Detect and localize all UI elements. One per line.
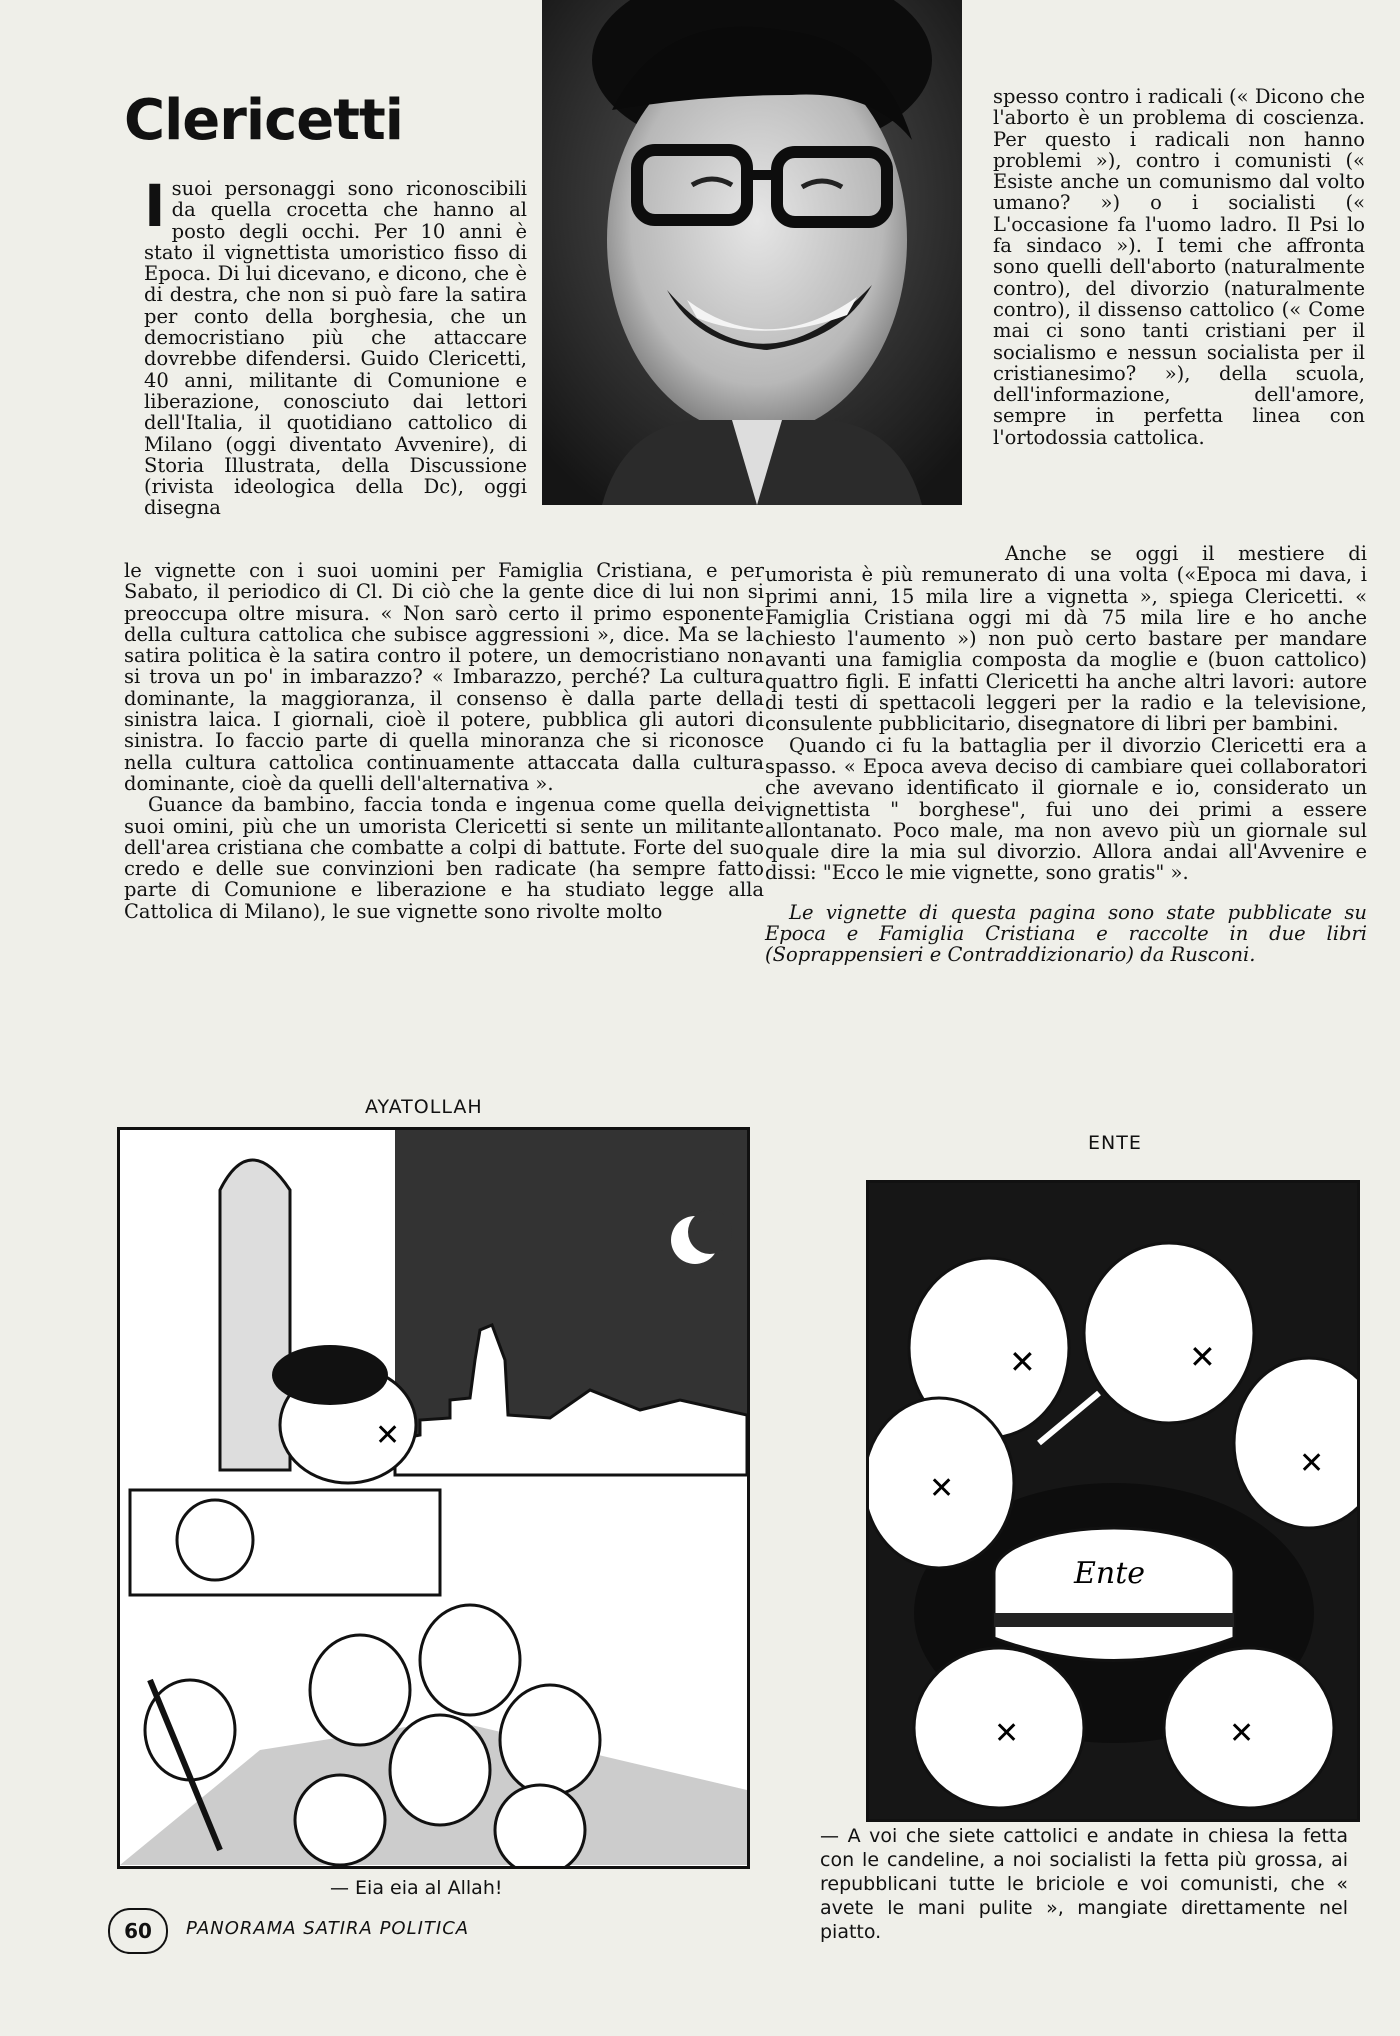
article-title: Clericetti (124, 88, 403, 153)
cartoon-note: Le vignette di questa pagina sono state pubblicate su Epoca e Famiglia Cristiana e raccolte in due libri (Soprappensieri e Contraddizionario) da Rusconi. (765, 900, 1367, 967)
article-column-3 (993, 86, 1365, 448)
svg-text:✕: ✕ (375, 1418, 401, 1453)
cartoon-caption-ente: — A voi che siete cattolici e andate in chiesa la fetta con le candeline, a noi socialisti la fetta più grossa, ai repubblicani tutte le briciole e voi comunisti, che « avete le mani pulite », mangiate direttamente nel piatto. (820, 1825, 1348, 1943)
drop-cap: I (144, 172, 166, 240)
svg-text:✕: ✕ (1299, 1446, 1325, 1481)
body-paragraph: le vignette con i suoi uomini per Famiglia Cristiana, e per Sabato, il periodico di Cl. Di ciò che la gente dice di lui non si preoccupa oltre misura. « Non sarò certo il primo esponente della cultura cattolica che subisce aggressioni », dice. Ma se la satira politica è la satira contro il potere, un democristiano non si trova un po' in imbarazzo? « Imbarazzo, perché? La cultura dominante, la maggioranza, il consenso è dalla parte della sinistra laica. I giornali, cioè il potere, pubblica gli autori di sinistra. Io faccio parte di quella minoranza che si riconosce nella cultura cattolica continuamente attaccata dalla cultura dominante, cioè da quelli dell'alternativa ». (124, 559, 764, 795)
magazine-name: PANORAMA SATIRA POLITICA (186, 1918, 470, 1939)
article-column-1 (144, 172, 527, 520)
cartoon-ente (866, 1180, 1360, 1822)
cartoon-caption-ayatollah: — Eia eia al Allah! (330, 1877, 503, 1899)
cartoon-title-ente: ENTE (1088, 1132, 1142, 1154)
svg-text:✕: ✕ (1189, 1338, 1216, 1376)
body-paragraph: suoi personaggi sono riconoscibili da quella crocetta che hanno al posto degli occhi. Per 10 anni è stato il vignettista umoristico fisso di Epoca. Di lui dicevano, e dicono, che è di destra, che non si può fare la satira per conto della borghesia, che un democristiano più che attaccare dovrebbe difendersi. Guido Clericetti, 40 anni, militante di Comunione e liberazione, conosciuto dai lettori dell'Italia, il quotidiano cattolico di Milano (oggi diventato Avvenire), di Storia Illustrata, della Discussione (rivista ideologica della Dc), oggi disegna (144, 177, 527, 520)
article-column-2 (124, 560, 764, 922)
body-paragraph: spesso contro i radicali (« Dicono che l'aborto è un problema di coscienza. Per questo i radicali non hanno problemi »), contro i comunisti (« Esiste anche un comunismo dal volto umano? ») o i socialisti (« L'occasione fa l'uomo ladro. Il Psi lo fa sindaco »). I temi che affronta sono quelli dell'aborto (naturalmente contro), del divorzio (naturalmente contro), il dissenso cattolico (« Come mai ci sono tanti cristiani per il socialismo e nessun socialista per il cristianesimo? »), della scuola, dell'informazione, dell'amore, sempre in perfetta linea con l'ortodossia cattolica. (993, 85, 1365, 449)
cake-text: Ente (1074, 1556, 1146, 1591)
body-paragraph: Quando ci fu la battaglia per il divorzio Clericetti era a spasso. « Epoca aveva deciso di cambiare quei collaboratori che avevano identificato il giornale e io, considerato un vignettista " borghese", fui uno dei primi a essere allontanato. Poco male, ma non avevo più un giornale sul quale dire la mia sul divorzio. Allora andai all'Avvenire e dissi: "Ecco le mie vignette, sono gratis" ». (765, 733, 1367, 885)
svg-text:✕: ✕ (1229, 1716, 1255, 1751)
svg-text:✕: ✕ (929, 1471, 955, 1506)
article-column-4 (765, 543, 1367, 966)
page-number: 60 (108, 1908, 168, 1954)
body-paragraph: Guance da bambino, faccia tonda e ingenua come quella dei suoi omini, più che un umorista Clericetti si sente un militante dell'area cristiana che combatte a colpi di battute. Forte del suo credo e delle sue convinzioni ben radicate (ha sempre fatto parte di Comunione e liberazione e ha studiato legge alla Cattolica di Milano), le sue vignette sono rivolte molto (124, 793, 764, 923)
body-paragraph: Anche se oggi il mestiere di umorista è più remunerato di una volta («Epoca mi dava, i primi anni, 15 mila lire a vignetta », spiega Clericetti. « Famiglia Cristiana oggi mi dà 75 mila lire e ho anche chiesto l'aumento ») non può certo bastare per mandare avanti una famiglia composta da moglie e (buon cattolico) quattro figli. E infatti Clericetti ha anche altri lavori: autore di testi di spettacoli leggeri per la radio e la televisione, consulente pubblicitario, disegnatore di libri per bambini. (765, 542, 1367, 736)
cartoon-ayatollah (117, 1127, 750, 1869)
author-photo (542, 0, 962, 505)
cartoon-title-ayatollah: AYATOLLAH (365, 1096, 483, 1118)
svg-text:✕: ✕ (1009, 1343, 1036, 1381)
svg-text:✕: ✕ (994, 1716, 1020, 1751)
